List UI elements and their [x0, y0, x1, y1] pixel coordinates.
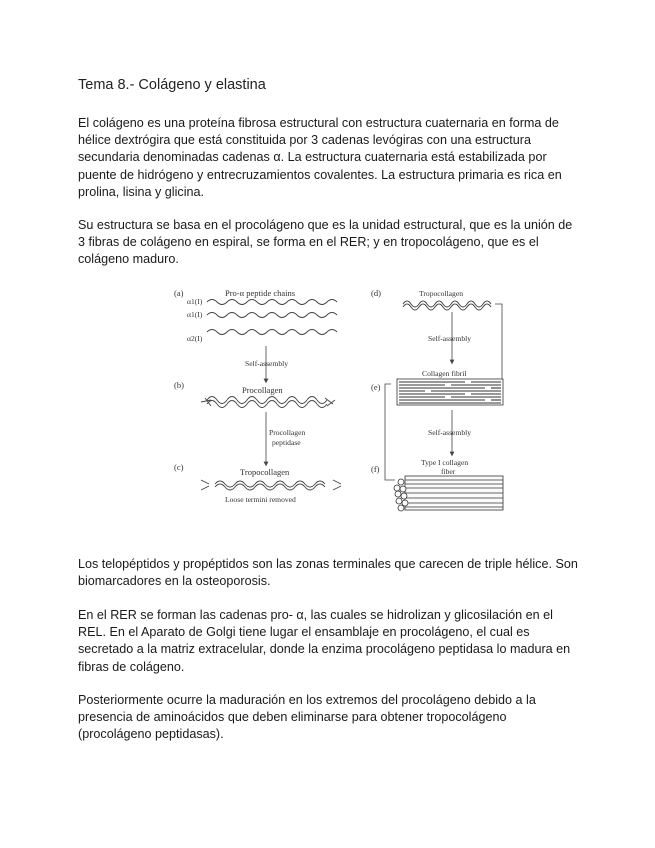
- fiber-bracket: [385, 384, 395, 480]
- paragraph-definition: El colágeno es una proteína fibrosa estructural con estructura cuaternaria en forma de hélice dextrógira que está constituida por 3 cadenas levógiras con una estructura secundaria denominadas cadenas α. La estructura cuaternaria está estabilizada por puente de hidrógeno y entrecruzamientos covalentes. La estructura primaria es rica en prolina, lisina y glicina.: [78, 116, 562, 199]
- chain2-label: α1(I): [187, 310, 203, 319]
- chain2-wave: [207, 313, 337, 318]
- fibril-bracket: [495, 304, 502, 380]
- panel-b-label: (b): [174, 380, 184, 390]
- loose-termini-label: Loose termini removed: [225, 495, 296, 504]
- panel-c-label-left: (c): [174, 462, 184, 472]
- panel-d-label: (d): [371, 288, 381, 298]
- collagen-fibril: [397, 379, 503, 405]
- panel-a-label: (a): [174, 288, 184, 298]
- tropocollagen-helix-right: [403, 301, 491, 310]
- procollagen-helix: [201, 397, 335, 408]
- paragraph-maturation: Posteriormente ocurre la maduración en los extremos del procolágeno debido a la presencia de aminoácidos que deben eliminarse para obtener tropocolágeno (procolágeno peptidasas).: [78, 693, 536, 742]
- chain3-wave: [207, 330, 337, 335]
- tropocollagen-left-label: Tropocollagen: [240, 467, 290, 477]
- collagen-fiber-bundle: [394, 476, 503, 511]
- paragraph-telopeptides: Los telopéptidos y propéptidos son las zonas terminales que carecen de triple hélice. Son biomarcadores en la osteoporosis.: [78, 557, 578, 589]
- fiber-label-1: Type I collagen: [421, 458, 469, 467]
- collagen-fibril-label: Collagen fibril: [422, 369, 467, 378]
- collagen-figure: [165, 280, 520, 515]
- fiber-label-2: fiber: [441, 467, 456, 476]
- page-title: Tema 8.- Colágeno y elastina: [78, 77, 266, 93]
- tropocollagen-right-label: Tropocollagen: [419, 289, 464, 298]
- paragraph-synthesis: En el RER se forman las cadenas pro- α, las cuales se hidrolizan y glicosilación en el REL. En el Aparato de Golgi tiene lugar el ensamblaje en procolágeno, el cual es secretado a la matriz extracelular, donde la enzima procolágeno peptidasa lo madura en fibras de colágeno.: [78, 608, 571, 674]
- peptidase-label-2: peptidase: [272, 438, 301, 447]
- chain1-wave: [207, 300, 337, 305]
- self-assembly-right-label-2: Self-assembly: [428, 428, 472, 437]
- chain3-label: α2(I): [187, 334, 203, 343]
- pro-chains-label: Pro-α peptide chains: [225, 288, 296, 298]
- chain1-label: α1(I): [187, 297, 203, 306]
- panel-f-label: (f): [371, 464, 380, 474]
- peptidase-label-1: Procollagen: [269, 428, 306, 437]
- panel-e-label: (e): [371, 382, 381, 392]
- procollagen-label: Procollagen: [242, 385, 283, 395]
- self-assembly-left-label: Self-assembly: [245, 359, 289, 368]
- tropocollagen-helix-left: [201, 480, 341, 490]
- paragraph-structure: Su estructura se basa en el procolágeno que es la unidad estructural, que es la unión de 3 fibras de colágeno en espiral, se forma en el RER; y en tropocolágeno, que es el colágeno maduro.: [78, 218, 573, 267]
- self-assembly-right-label-1: Self-assembly: [428, 334, 472, 343]
